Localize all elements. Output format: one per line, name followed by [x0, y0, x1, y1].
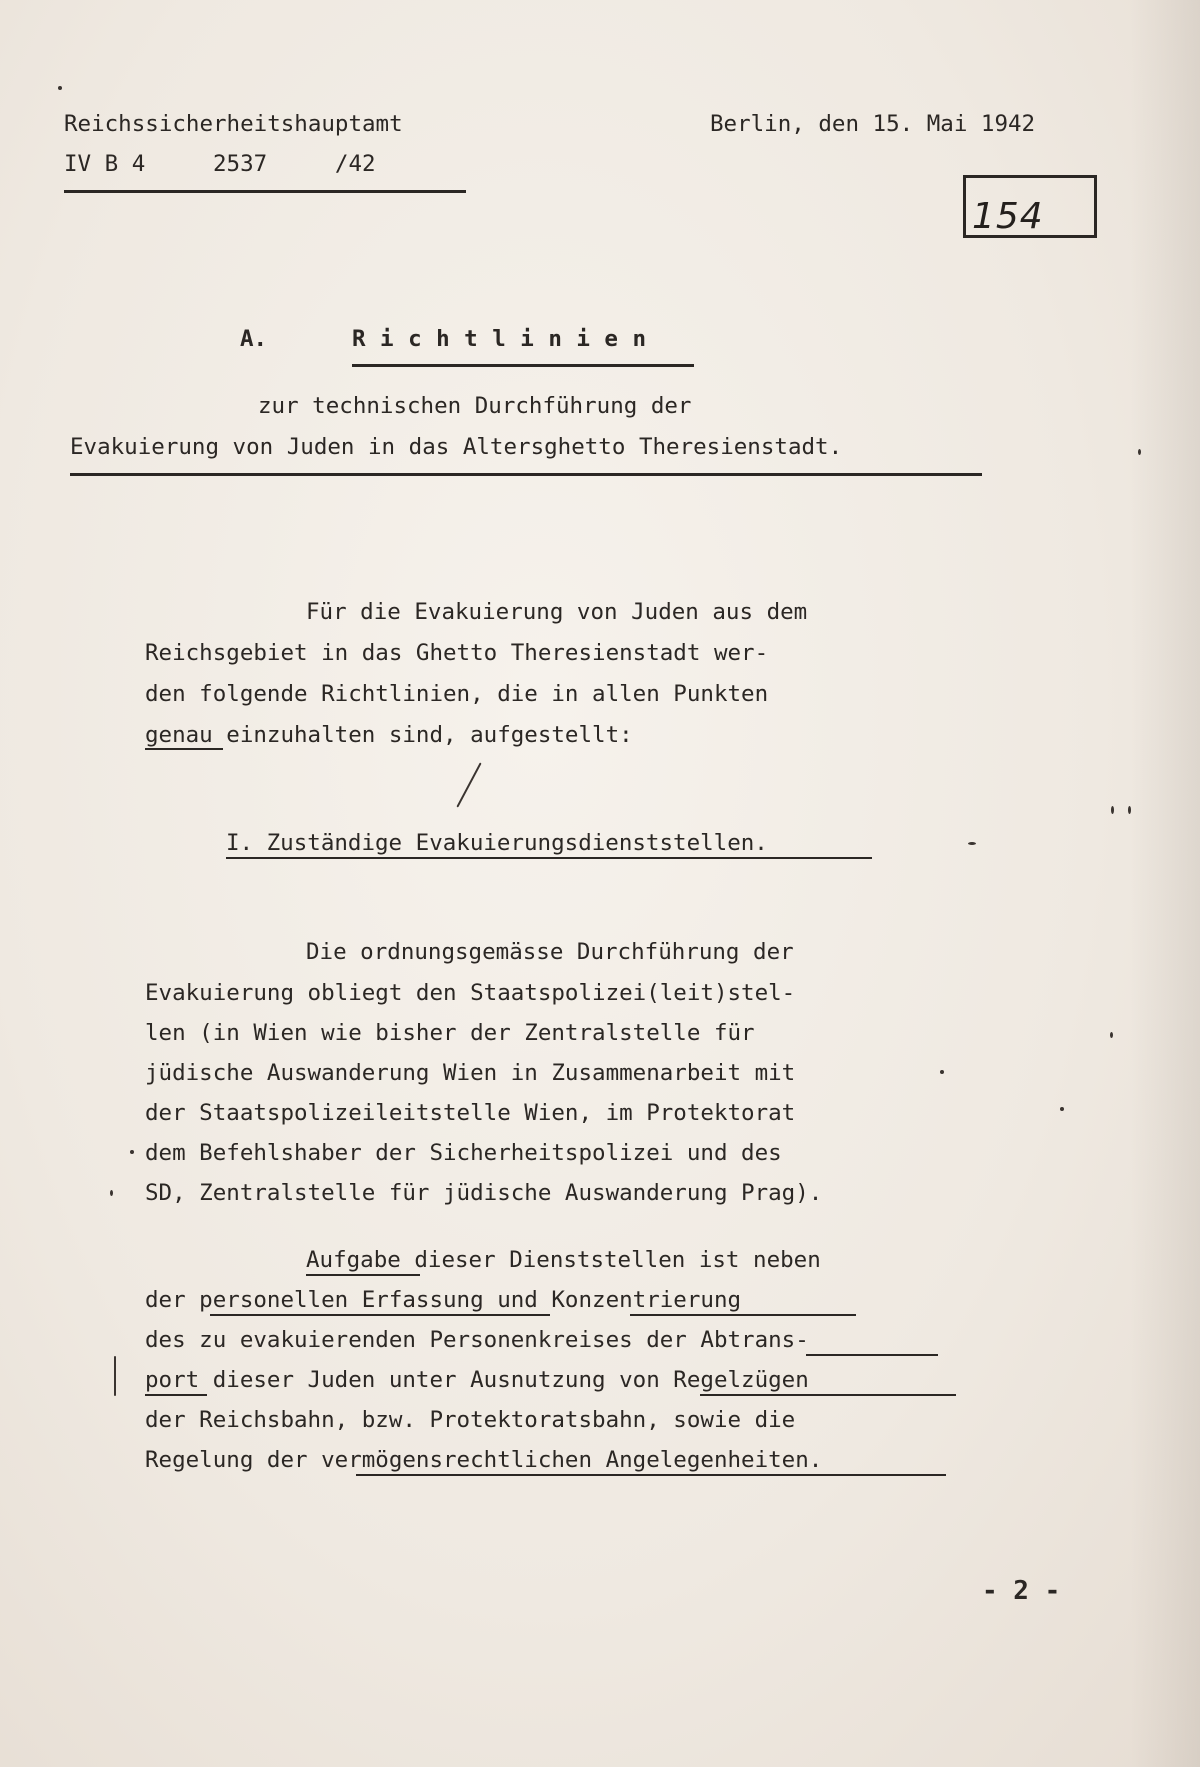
- para1-line-4: jüdische Auswanderung Wien in Zusammenarbeit mit: [145, 1060, 796, 1086]
- para2-line-6: Regelung der vermögensrechtlichen Angelegenheiten.: [145, 1447, 823, 1473]
- section-letter: A.: [240, 326, 268, 352]
- title-heading: Richtlinien: [352, 326, 661, 352]
- intro-line-3: den folgende Richtlinien, die in allen Punkten: [145, 681, 769, 707]
- para1-line-5: der Staatspolizeileitstelle Wien, im Protektorat: [145, 1100, 796, 1126]
- scan-speck: [110, 1190, 113, 1196]
- title-heading-rule: [352, 364, 694, 367]
- scan-speck: [58, 86, 62, 90]
- para1-line-6: dem Befehlshaber der Sicherheitspolizei und des: [145, 1140, 782, 1166]
- title-rule: [70, 473, 982, 476]
- next-page-marker: - 2 -: [982, 1576, 1061, 1606]
- underline-erfassung: [210, 1314, 550, 1316]
- place-date: Berlin, den 15. Mai 1942: [710, 111, 1036, 137]
- folio-number: 154: [972, 196, 1044, 237]
- para2-line-3: des zu evakuierenden Personenkreises der Abtrans-: [145, 1327, 809, 1353]
- para1-line-3: len (in Wien wie bisher der Zentralstelle für: [145, 1020, 755, 1046]
- para2-line-4: port dieser Juden unter Ausnutzung von Regelzügen: [145, 1367, 809, 1393]
- scan-speck: [1060, 1107, 1064, 1111]
- section-1-heading: I. Zuständige Evakuierungsdienststellen.: [226, 830, 768, 856]
- para1-line-1: Die ordnungsgemässe Durchführung der: [306, 939, 794, 965]
- intro-line-4: genau einzuhalten sind, aufgestellt:: [145, 722, 633, 748]
- scan-speck: [114, 1356, 116, 1396]
- header-rule: [64, 190, 466, 193]
- para2-line-5: der Reichsbahn, bzw. Protektoratsbahn, sowie die: [145, 1407, 796, 1433]
- scan-speck: [1111, 806, 1114, 814]
- scan-speck: [968, 842, 976, 845]
- page-edge-shadow: [1130, 0, 1200, 1767]
- title-line-1: zur technischen Durchführung der: [258, 393, 692, 419]
- intro-line-2: Reichsgebiet in das Ghetto Theresienstadt wer-: [145, 640, 769, 666]
- para1-line-7: SD, Zentralstelle für jüdische Auswanderung Prag).: [145, 1180, 823, 1206]
- intro-line-1: Für die Evakuierung von Juden aus dem: [306, 599, 808, 625]
- para2-line-2: der personellen Erfassung und Konzentrierung: [145, 1287, 742, 1313]
- title-line-2: Evakuierung von Juden in das Altersghetto Theresienstadt.: [70, 434, 843, 460]
- scan-speck: [940, 1070, 944, 1074]
- intro-underline-exact: [145, 748, 223, 750]
- underline-abtransport-2: [145, 1394, 207, 1396]
- scan-speck: [1110, 1032, 1113, 1038]
- office-name: Reichssicherheitshauptamt: [64, 111, 403, 137]
- underline-angelegenheiten: [356, 1474, 946, 1476]
- para1-line-2: Evakuierung obliegt den Staatspolizei(leit)stel-: [145, 980, 796, 1006]
- scan-speck: [1128, 806, 1131, 814]
- file-reference: IV B 4 2537 /42: [64, 151, 376, 177]
- underline-regelzuegen: [700, 1394, 956, 1396]
- underline-konzentrierung: [630, 1314, 856, 1316]
- scan-speck: [1138, 449, 1141, 455]
- section-1-heading-rule: [226, 857, 872, 859]
- underline-abtransport-1: [806, 1354, 938, 1356]
- para2-line-1: Aufgabe dieser Dienststellen ist neben: [306, 1247, 821, 1273]
- underline-aufgabe: [306, 1274, 420, 1276]
- scan-speck: [456, 762, 481, 807]
- scan-speck: [130, 1150, 134, 1154]
